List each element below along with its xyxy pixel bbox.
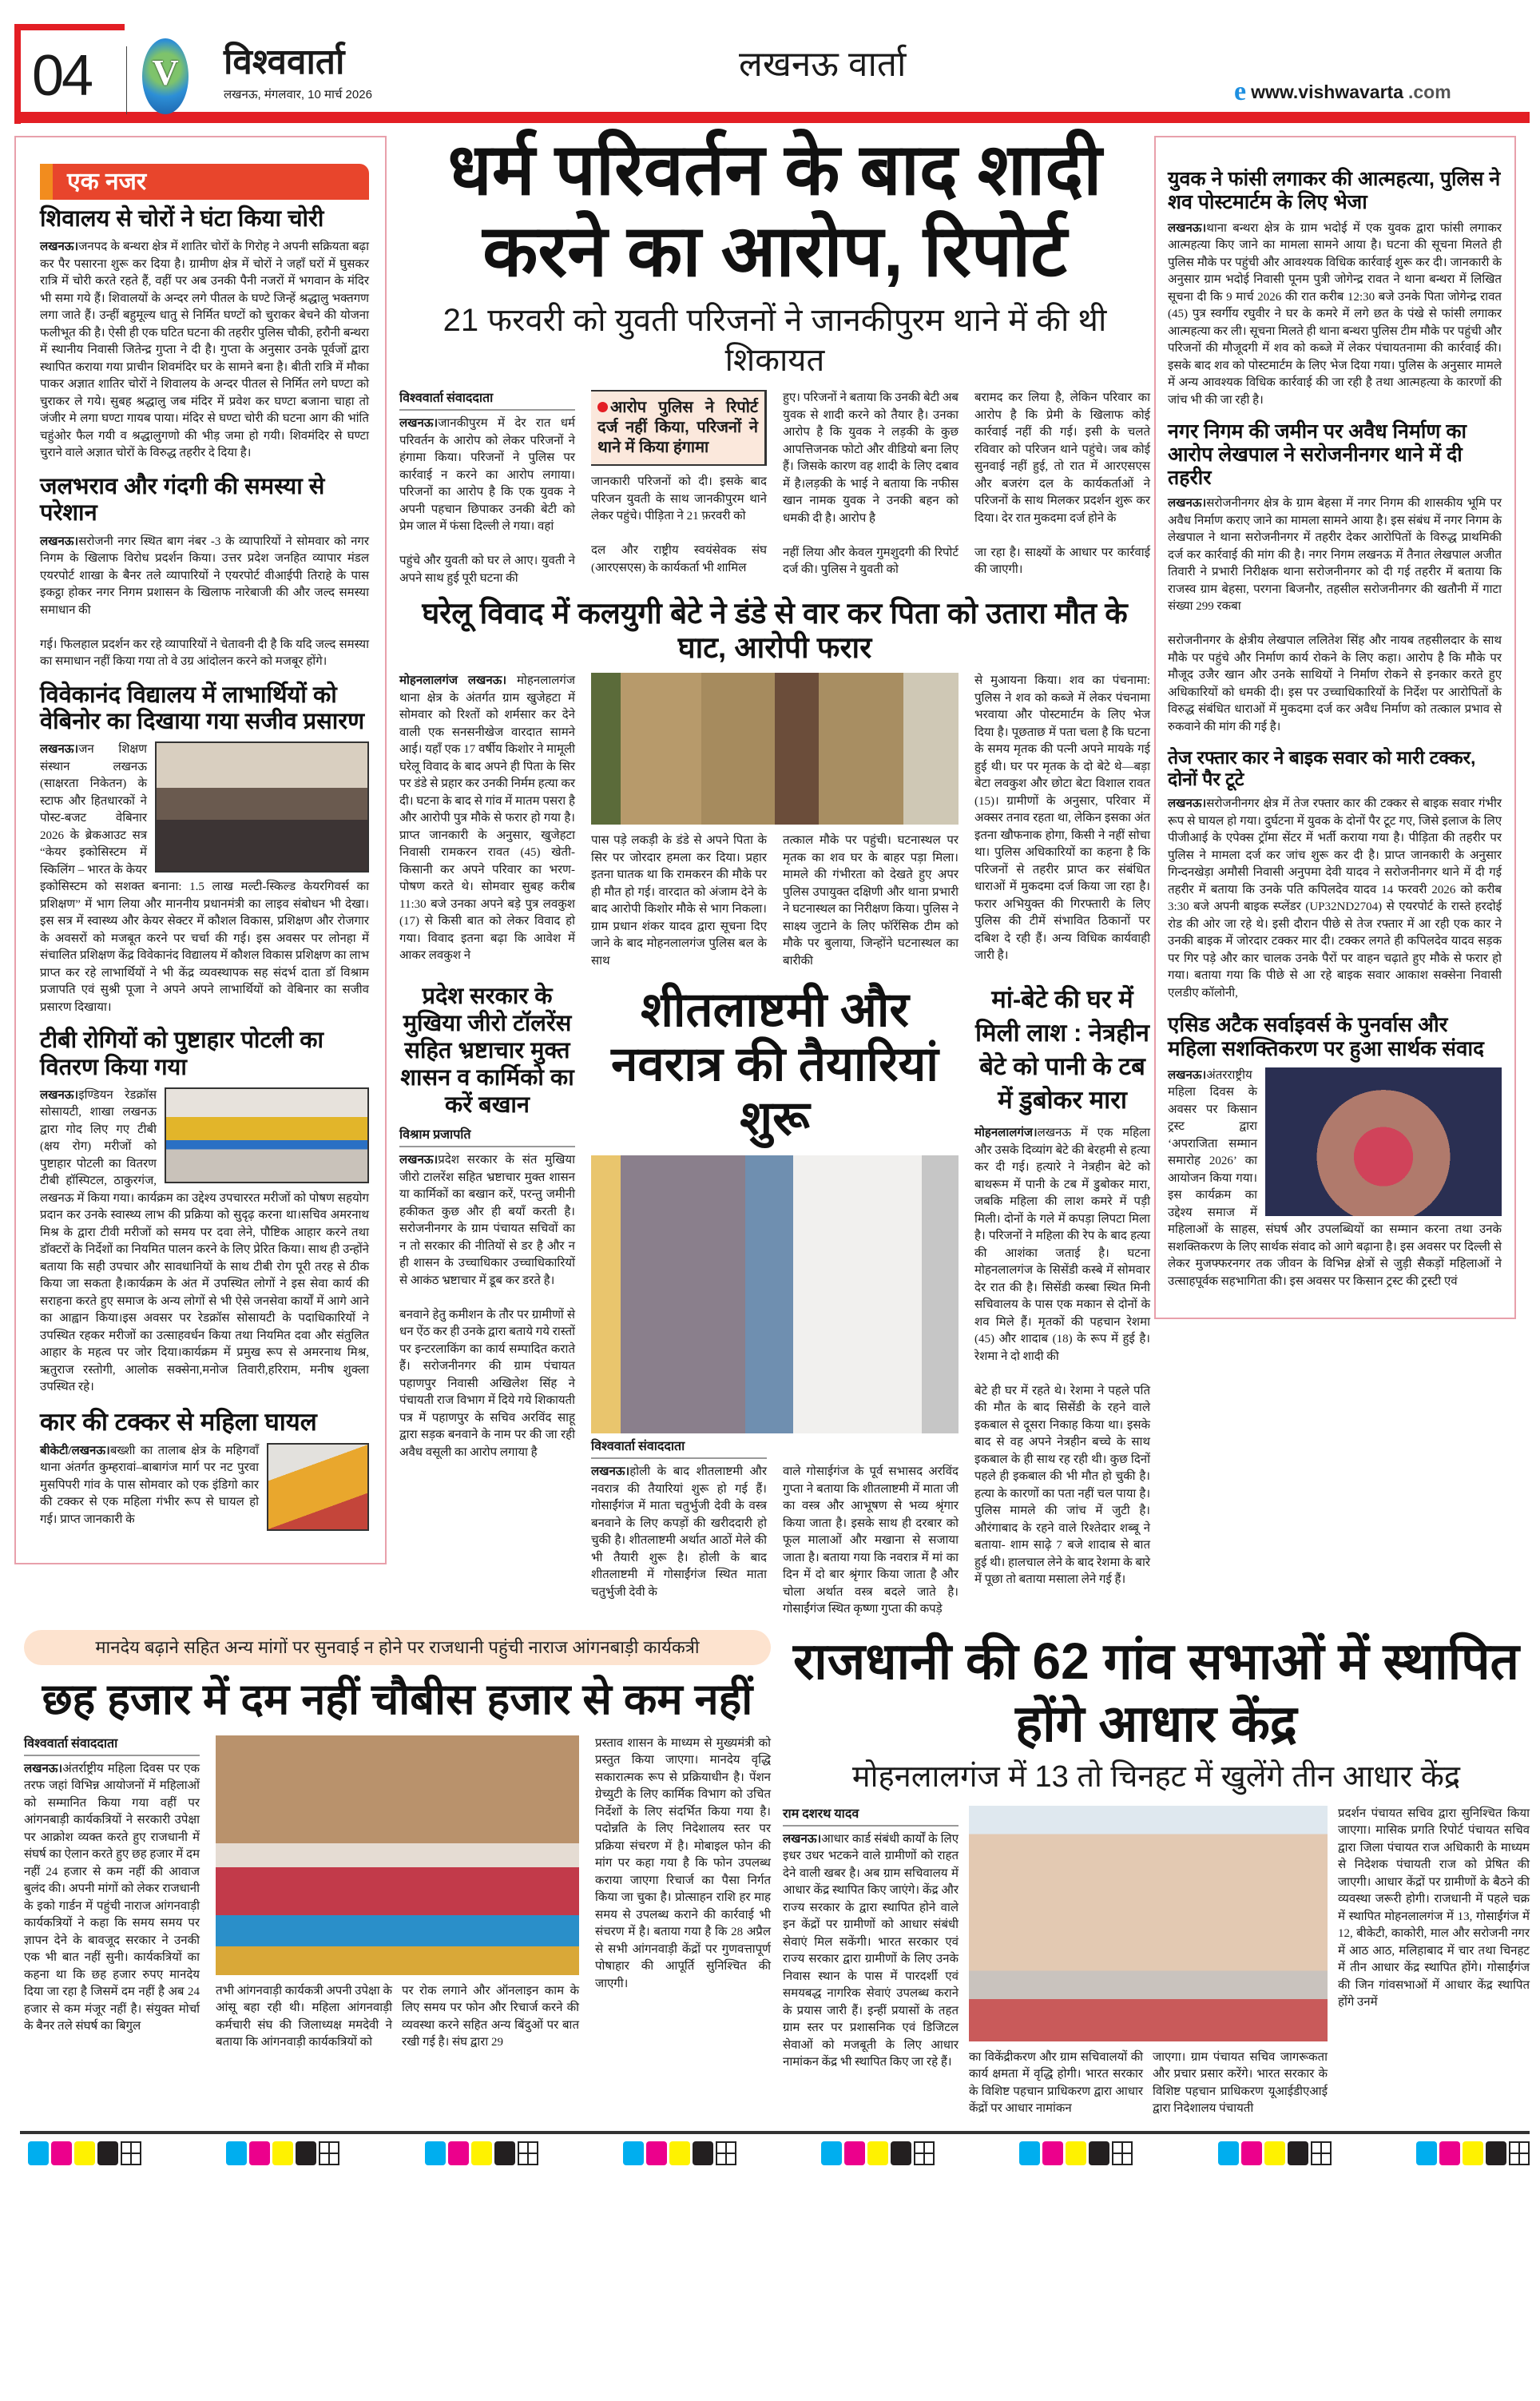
- body-text: जानकारी परिजनों को दी। इसके बाद परिजन युवती के साथ जानकीपुरम थाने लेकर पहुंचे। पीड़िता ने 21 फ़रवरी को: [591, 475, 767, 523]
- article-column-wrap: [24, 1735, 200, 2052]
- registration-marks: [28, 2141, 1530, 2165]
- body-text: होली के बाद शीतलाष्टमी और नवरात्र की तैयारियां शुरू हो गई हैं। गोसाईंगंज में माता चतुर्भुजी देवी के वस्त्र बनवाने के लिए कपड़ों की खरीददारी हो चुकी है। शीतलाष्टमी अर्थात आठों मेले की भी तैयारी शुरू है। होली के बाद शीतलाष्टमी में गोसाईंगंज स्थित माता चतुर्भुजी देवी के: [591, 1465, 767, 1599]
- article-body: [40, 741, 369, 1016]
- body-text-end: जा रहा है। साक्ष्यों के आधार पर कार्रवाई की जाएगी।: [974, 546, 1150, 576]
- color-swatch: [471, 2141, 492, 2165]
- color-swatch: [1066, 2141, 1086, 2165]
- article-column: पास पड़े लकड़ी के डंडे से अपने पिता के सिर पर जोरदार हमला कर दिया। प्रहार इतना घातक था कि रामकरन की मौके पर ही मौत हो गई। वारदात को अंजाम देने के बाद आरोपी किशोर मौके से भाग निकला। ग्राम प्रधान शंकर यादव द्वारा सूचना दिए जाने के बाद मोहनलालगंज पुलिस बल के साथ: [591, 834, 767, 968]
- article-headline: कार की टक्कर से महिला घायल: [40, 1407, 317, 1436]
- police-at-scene-photo: [591, 673, 959, 825]
- shop-photo: [591, 1155, 959, 1433]
- body-text: सरोजनीनगर क्षेत्र में तेज रफ्तार कार की टक्कर से बाइक सवार गंभीर रूप से घायल हो गया। दुर्घटना में युवक के दोनों पैर टूट गए, जिसे इलाज के लिए पीजीआई के एपेक्स ट्रॉमा सेंटर में भर्ती कराया गया है। पीड़िता की तहरीर पर पुलिस ने मामला दर्ज कर जांच शुरू कर दी है। प्राप्त जानकारी के अनुसार गिन्दनखेड़ा अमौसी निवासी अनुपमा देवी यादव ने सरोजनीनगर थाने में दी गई तहरीर में बताया कि उनके पति कपिलदेव यादव 14 फरवरी 2026 को करीब 3:30 बजे अपनी बाइक स्प्लेंडर (UP32ND2704) से एयरपोर्ट के रास्ते हरदोई रोड की ओर जा रहे थे। इसी दौरान पीछे से तेज रफ्तार में आ रही एक कार ने उनकी बाइक में जोरदार टक्कर मार दी। टक्कर लगते ही कपिलदेव यादव सड़क पर गिर पड़े और कार चालक उनके पैरों पर वाहन चढ़ाते हुए मौके से फरार हो गया। बताया गया कि पीछे से आ रहे बाइक सवार आकाश सक्सेना निवासी एलडीए कॉलोनी,: [1168, 797, 1502, 1000]
- article-column: [974, 1125, 1150, 1589]
- body-text: मोहनलालगंज थाना क्षेत्र के अंतर्गत ग्राम खुजेहटा में सोमवार को रिश्तों को शर्मसार कर देने वाली एक सनसनीखेज वारदात सामने आई। यहाँ एक 17 वर्षीय किशोर ने मामूली घरेलू विवाद के बाद अपने ही पिता के सिर पर डंडे से प्रहार कर उनकी निर्मम हत्या कर दी। घटना के बाद से गांव में मातम पसरा है और आरोपी पुत्र मौके से फरार हो गया है। प्राप्त जानकारी के अनुसार, खुजेहटा निवासी रामकरन रावत (45) खेती-किसानी कर अपने परिवार का भरण-पोषण करते थे। सोमवार सुबह करीब 11:30 बजे उनका अपने बड़े पुत्र लवकुश (17) से किसी बात को लेकर विवाद हो गया। विवाद इतना बढ़ा कि आवेश में आकर लवकुश ने: [399, 674, 575, 963]
- article-headline: एसिड अटैक सर्वाइवर्स के पुनर्वास और महिला सशक्तिकरण पर हुआ सार्थक संवाद: [1168, 1012, 1484, 1061]
- color-registration-group: [821, 2141, 935, 2165]
- body-text: अंतरराष्ट्रीय महिला दिवस के अवसर पर किसान ट्रस्ट द्वारा ‘अपराजिता सम्मान समारोह 2026’ का आयोजन किया गया। इस कार्यक्रम का उद्देश्य समाज में महिलाओं के साहस, संघर्ष और उपलब्धियों का सम्मान करना तथा उनके सशक्तिकरण के लिए सार्थक संवाद को आगे बढ़ाना है। इस अवसर पर दिल्ली से लेकर मुजफ्फरनगर तक जीवन के विभिन्न क्षेत्रों से जुड़ी सैकड़ों महिलाओं ने उत्साहपूर्वक सहभागिता की। इस अवसर पर किसान ट्रस्ट की ट्रस्टी एवं: [1168, 1068, 1502, 1288]
- article-column: जाएगा। ग्राम पंचायत सचिव जागरूकता और प्रचार प्रसार करेंगे। भारत सरकार के विशिष्ट पहचान प्राधिकरण यूआईडीएआई द्वारा निदेशालय पंचायती: [1153, 2050, 1328, 2116]
- color-swatch: [623, 2141, 644, 2165]
- crosshair-mark-icon: [716, 2141, 736, 2165]
- left-column-box: [14, 136, 387, 1564]
- body-text: आधार कार्ड संबंधी कार्यों के लिए इधर उधर भटकने वाले ग्रामीणों को राहत देने वाली खबर है। अब ग्राम सचिवालय में आधार केंद्र स्थापित किए जाएंगे। केंद्र और राज्य सरकार के द्वारा स्थापित होने वाले इन केंद्रों पर ग्रामीणों को आधार संबंधी सेवाएं मिल सकेंगी। भारत सरकार एवं राज्य सरकार द्वारा ग्रामीणों के लिए उनके निवास स्थान के पास में पारदर्शी एवं समयबद्ध नागरिक सेवाएं उपलब्ध कराने के प्रयास जारी हैं। इन्हीं प्रयासों के तहत ग्राम स्तर पर प्रशासनिक एवं डिजिटल सेवाओं को मजबूती के लिए आधार नामांकन केंद्र भी स्थापित किए जा रहे हैं।: [783, 1832, 959, 2069]
- anganwadi-workers-photo: [216, 1735, 579, 1975]
- article-body: [1168, 796, 1502, 1002]
- article-body: [1168, 495, 1502, 736]
- page-number: 04: [32, 44, 92, 108]
- aadhaar-story: [783, 1630, 1530, 2118]
- crosshair-mark-icon: [518, 2141, 538, 2165]
- article-body: [1168, 1067, 1502, 1291]
- lower-stories: [399, 983, 1150, 1619]
- upper-section: [0, 130, 1540, 1619]
- article-column: प्रस्ताव शासन के माध्यम से मुख्यमंत्री को प्रस्तुत किया जाएगा। मानदेय वृद्धि सकारात्मक रूप से प्रक्रियाधीन है। पेंशन ग्रेच्युटी के लिए कार्मिक विभाग को उचित निर्देशों के लिए संदर्भित किया गया है। पदोन्नति के लिए निदेशालय स्तर पर प्रक्रिया संचरण में है। मोबाइल फोन की मांग पर कहा गया है कि फोन उपलब्ध कराया जाएगा रिचार्ज का पैसा निर्गत किया जा चुका है। प्रोत्साहन राशि हर माह समय से उपलब्ध कराने की कार्रवाई भी संचरण में है। बताया गया है कि 28 अप्रैल से सभी आंगनवाड़ी केंद्रों पर गुणवत्तापूर्ण पोषाहार की आपूर्ति सुनिश्चित की जाएगी।: [595, 1736, 771, 1990]
- article-column: तभी आंगनवाड़ी कार्यकत्री अपनी उपेक्षा के आंसू बहा रही थी। महिला आंगनवाड़ी कर्मचारी संघ की जिलाध्यक्ष ममदेवी ने बताया कि आंगनवाड़ी कार्यकत्रियों को: [216, 1984, 392, 2049]
- website-tld: .com: [1408, 81, 1451, 102]
- article-column: [399, 1152, 575, 1461]
- article-headline: जलभराव और गंदगी की समस्या से परेशान: [40, 473, 325, 527]
- article-column: [24, 1761, 200, 2036]
- article-body: [40, 1443, 369, 1536]
- pull-quote-box: [591, 390, 767, 466]
- body-text: जनपद के बन्थरा क्षेत्र में शातिर चोरों के गिरोह ने अपनी सक्रियता बढ़ा कर पैर पसारना शुरू कर दिया है। ग्रामीण क्षेत्र में चोरों ने जहाँ घरों में घुसकर रात्रि में चोरी करते रहते हैं, वहीं पर अब उनकी पैनी नजरों में भगवान के मंदिर भी समा गये हैं। शिवालयों के अन्दर लगे पीतल के घण्टे जिन्हें श्रद्धालु भक्तगण लगा जाते हैं। उन्हीं बहुमूल्य धातु से निर्मित घण्टों को चुराकर बेचने की योजना फलीभूत की है। ऐसी ही एक घटित घटना की तहरीर पुलिस चौकी, हरौनी बन्थरा में स्थानीय निवासी जितेन्द्र गुप्ता ने दी है। गुप्ता के अनुसार उनके पूर्वजों द्वारा स्थापित कराया गया प्राचीन शिवमंदिर घर के सामने बना है। बीती रात्रि में मौका पाकर अज्ञात शातिर चोरों ने शिवालय के अन्दर पीतल से निर्मित लगे घण्टा को चुराकर ले गये। सुबह श्रद्धालु जब मंदिर में प्रवेश कर घण्टा बजाना चाहा तो जंजीर मे लगा घण्टा गायब पाया। मंदिर से घण्टा चोरी की घटना आग की भांति चहुंओर फैल गयी व श्रद्धालुगणो की भीड़ जमा हो गयी। शिवमंदिर से घण्टा चुराने वाले अज्ञात चोरों के विरुद्ध तहरीर दे दिया है।: [40, 240, 369, 460]
- byline: विश्ववार्ता संवाददाता: [591, 1438, 767, 1459]
- color-swatch: [646, 2141, 667, 2165]
- article: [40, 1028, 369, 1397]
- color-swatch: [249, 2141, 270, 2165]
- lead-headline: [399, 129, 1150, 292]
- color-swatch: [74, 2141, 95, 2165]
- body-text-end: नहीं लिया और केवल गुमशुदगी की रिपोर्ट दर्ज की। पुलिस ने युवती को: [783, 546, 959, 576]
- color-swatch: [51, 2141, 72, 2165]
- article-column: से मुआयना किया। शव का पंचनामा: पुलिस ने शव को कब्जे में लेकर पंचनामा भरवाया और पोस्टमार्टम के लिए भेज दिया है। पूछताछ में पता चला है कि घटना के समय मृतक की पत्नी अपने मायके गई हुई थी। घर पर मृतक के दो बेटे थे—बड़ा बेटा लवकुश और छोटा बेटा विशाल रावत (15)। ग्रामीणों के अनुसार, परिवार में अक्सर तनाव रहता था, लेकिन इसका अंत इतना खौफनाक होगा, किसी ने नहीं सोचा था। पुलिस अधिकारियों का कहना है कि परिजनों से तहरीर प्राप्त कर संबंधित धाराओं में मुकदमा दर्ज किया जा रहा है। फरार अभियुक्त की गिरफ्तारी के लिए पुलिस की टीमें संभावित ठिकानों पर दबिश दे रही हैं। अन्य विधिक कार्यवाही जारी है।: [974, 674, 1150, 963]
- article: [1168, 1013, 1502, 1290]
- website-domain: www.vishwavarta: [1251, 81, 1403, 102]
- color-swatch: [28, 2141, 49, 2165]
- color-swatch: [1042, 2141, 1063, 2165]
- article-column: [783, 1831, 959, 2072]
- dateline: लखनऊ।: [399, 1154, 439, 1167]
- article-headline: तेज रफ्तार कार ने बाइक सवार को मारी टक्कर, दोनों पैर टूटे: [1168, 747, 1476, 789]
- dateline: बीकेटी/लखनऊ।: [40, 1444, 110, 1457]
- body-text: लखनऊ में एक महिला और उसके दिव्यांग बेटे की बेरहमी से हत्या कर दी गई। हत्यारे ने नेत्रहीन बेटे को बाथरूम में पानी के टब में डुबोकर मारा, जबकि महिला की लाश कमरे में पड़ी मिली। दोनों के गले में कपड़ा लिपटा मिला है। परिजनों ने महिला की रेप के बाद हत्या की आशंका जताई है। घटना मोहनलालगंज के सिसेंडी कस्बे में सोमवार देर रात की है। सिसेंडी कस्बा स्थित मिनी सचिवालय के पास एक मकान से दोनों के शव मिले हैं। मृतकों की पहचान रेशमा (45) और शादाब (18) के रूप में हुई है। रेशमा ने दो शादी की: [974, 1127, 1150, 1363]
- kicker-pill: मानदेय बढ़ाने सहित अन्य मांगों पर सुनवाई न होने पर राजधानी पहुंची नाराज आंगनबाड़ी कार्यकत्री: [24, 1630, 771, 1665]
- body-text: बरामद कर लिया है, लेकिन परिवार का आरोप है कि प्रेमी के खिलाफ कोई कार्रवाई नहीं की गई। इसी के चलते रविवार को परिजन थाने पहुंचे। जब कोई सुनवाई नहीं हुई, तो रात में आरएसएस और बजरंग दल के कार्यकर्ताओं ने परिजनों के साथ मिलकर प्रदर्शन शुरू कर दिया। देर रात मुकदमा दर्ज होने के: [974, 392, 1150, 525]
- article-column: पर रोक लगाने और ऑनलाइन काम के लिए समय पर फोन और रिचार्ज करने की व्यवस्था करने सहित अन्य बिंदुओं पर बात रखी गई है। संघ द्वारा 29: [402, 1984, 579, 2049]
- article: [40, 682, 369, 1017]
- article-headline: विवेकानंद विद्यालय में लाभार्थियों को वेबिनोर का दिखाया गया सजीव प्रसारण: [40, 682, 365, 734]
- body-text: अंतर्राष्ट्रीय महिला दिवस पर एक तरफ जहां विभिन्न आयोजनों में महिलाओं को सम्मानित किया गया वहीं पर आंगनबाड़ी कार्यकत्रियों ने सरकारी उपेक्षा पर आक्रोश व्यक्त करते हुए राजधानी में संघर्ष का ऐलान करते हुए छह हजार में दम नहीं 24 हजार से कम नहीं की आवाज बुलंद की। अपनी मांगों को लेकर राजधानी के इको गार्डन में पहुंची नाराज आंगनवाड़ी कार्यकत्रियों ने कहा कि समय समय पर ज्ञापन देने के बावजूद सरकार ने उनकी एक भी बात नहीं सुनी। कार्यकत्रियों का कहना था कि छह हजार रुपए मानदेय दिया जा रहा है जिसमें दम नहीं है अब 24 हजार से कम मंजूर नहीं है। संयुक्त मोर्चा के बैनर तले संघर्ष का बिगुल: [24, 1762, 200, 2033]
- issue-date: लखनऊ, मंगलवार, 10 मार्च 2026: [224, 88, 372, 101]
- article: [1168, 747, 1502, 1002]
- crosshair-mark-icon: [319, 2141, 339, 2165]
- color-registration-group: [1416, 2141, 1530, 2165]
- dateline: लखनऊ।: [1168, 1068, 1207, 1082]
- dateline: लखनऊ।: [40, 240, 79, 254]
- color-swatch: [425, 2141, 446, 2165]
- injured-woman-photo: [267, 1443, 369, 1531]
- article-body: [1168, 221, 1502, 410]
- lead-column: [974, 390, 1150, 587]
- story-columns: [24, 1735, 771, 2052]
- article: [40, 206, 369, 463]
- color-swatch: [867, 2141, 888, 2165]
- webinar-photo: [155, 741, 369, 873]
- article-column-wrap: [783, 1806, 959, 2118]
- color-registration-group: [425, 2141, 538, 2165]
- color-swatch: [844, 2141, 865, 2165]
- article-subheadline: मोहनलालगंज में 13 तो चिनहट में खुलेंगे तीन आधार केंद्र: [851, 1759, 1461, 1794]
- sub-columns: [216, 1983, 579, 2052]
- color-swatch: [1264, 2141, 1285, 2165]
- color-swatch: [1019, 2141, 1040, 2165]
- color-registration-group: [28, 2141, 141, 2165]
- body-text-end: दल और राष्ट्रीय स्वयंसेवक संघ (आरएसएस) के कार्यकर्ता भी शामिल: [591, 544, 767, 574]
- story-columns: [591, 1464, 959, 1619]
- dateline: लखनऊ।: [1168, 497, 1207, 511]
- byline: राम दशरथ यादव: [783, 1806, 959, 1827]
- color-swatch: [891, 2141, 911, 2165]
- lead-column: [591, 390, 767, 587]
- article: [591, 983, 959, 1619]
- red-bullet-icon: [597, 402, 608, 412]
- globe-logo-icon: [142, 38, 189, 114]
- article-headline: नगर निगम की जमीन पर अवैध निर्माण का आरोप लेखपाल ने सरोजनीनगर थाने में दी तहरीर: [1168, 420, 1467, 489]
- section-title: लखनऊ वार्ता: [739, 45, 907, 84]
- crosshair-mark-icon: [121, 2141, 141, 2165]
- article-headline: मां-बेटे की घर में मिली लाश : नेत्रहीन बेटे को पानी के टब में डुबोकर मारा: [975, 985, 1149, 1115]
- body-text-end: सरोजनीनगर के क्षेत्रीय लेखपाल ललितेश सिंह और नायब तहसीलदार के साथ मौके पर पहुंचे और निर्माण कार्य रोकने के लिए कहा। आरोप है कि मौके पर मौजूद उजैर खान और उनके साथियों ने निर्माण रोकने से इनकार करते हुए अधिकारियों को धमकी दी। इस पर उच्चाधिकारियों के निर्देश पर आरोपितों के विरुद्ध संबंधित धाराओं में मुकदमा दर्ज कर अवैध निर्माण को तत्काल प्रभाव से रुकवाने की मांग की गई है।: [1168, 634, 1502, 733]
- dateline: मोहनलालगंज लखनऊ।: [399, 674, 507, 688]
- sub-columns: [969, 2049, 1328, 2118]
- crosshair-mark-icon: [1112, 2141, 1133, 2165]
- footer: [20, 2131, 1530, 2165]
- dateline: लखनऊ।: [1168, 797, 1207, 811]
- bottom-section: [0, 1630, 1540, 2118]
- color-swatch: [97, 2141, 118, 2165]
- body-text: सरोजनी नगर स्थित बाग नंबर -3 के व्यापारियों ने सोमवार को नगर निगम के खिलाफ विरोध प्रदर्शन किया। उत्तर प्रदेश जनहित व्यापार मंडल एयरपोर्ट शाखा के बैनर तले व्यापारियों ने एयरपोर्ट वीआईपी तिराहे के पास इकट्ठा होकर नगर निगम प्रशासन के खिलाफ नारेबाजी की और जल्द समस्या समाधान की: [40, 535, 369, 617]
- lead-story-columns: [399, 390, 1150, 587]
- website-link[interactable]: [1234, 77, 1451, 106]
- anganwadi-story: [24, 1630, 771, 2052]
- article-body: [40, 239, 369, 463]
- article-column: का विकेंद्रीकरण और ग्राम सचिवालयों की कार्य क्षमता में वृद्धि होगी। भारत सरकार के विशिष्ट पहचान प्राधिकरण द्वारा आधार केंद्रों पर आधार नामांकन: [969, 2050, 1143, 2116]
- color-swatch: [226, 2141, 247, 2165]
- byline: विश्ववार्ता संवाददाता: [24, 1735, 200, 1756]
- color-swatch: [1089, 2141, 1109, 2165]
- color-swatch: [1486, 2141, 1506, 2165]
- dateline: लखनऊ।: [40, 743, 79, 757]
- article-headline: प्रदेश सरकार के मुखिया जीरो टॉलरेंस सहित भ्रष्टाचार मुक्त शासन व कार्मिको का करें बखान: [400, 984, 574, 1119]
- color-swatch: [296, 2141, 316, 2165]
- dateline: मोहनलालगंज।: [974, 1127, 1038, 1140]
- logo-letter: V: [152, 52, 179, 93]
- color-swatch: [1439, 2141, 1460, 2165]
- body-text: जानकीपुरम में देर रात धर्म परिवर्तन के आरोप को लेकर परिजनों ने हंगामा किया। परिजनों ने पुलिस पर कार्रवाई न करने का आरोप लगाया। परिजनों का आरोप है कि एक युवक ने अपनी पहचान छिपाकर उनकी बेटी को प्रेम जाल में फंसा दिल्ली ले गया। वहां: [399, 417, 575, 533]
- article-column: [591, 1464, 767, 1619]
- article: [1168, 168, 1502, 409]
- lead-column: [399, 390, 575, 587]
- article-column: प्रदर्शन पंचायत सचिव द्वारा सुनिश्चित किया जाएगा। मासिक प्रगति रिपोर्ट पंचायत सचिव द्वारा जिला पंचायत राज अधिकारी के माध्यम से निदेशक पंचायती राज को प्रेषित की जाएगी। आधार केंद्रों पर ग्रामीणों के बैठने की व्यवस्था जरूरी होगी। राजधानी में पहले चक्र में स्थापित मोहनलालगंज में 13, गोसाईंगंज में 12, बीकेटी, काकोरी, माल और सरोजनी नगर में आठ आठ, मलिहाबाद में चार तथा चिनहट में तीन आधार केंद्र स्थापित होंगे। गोसाईंगंज की जिन गांवसभाओं में आधार केंद्र स्थापित होंगे उनमें: [1338, 1807, 1530, 2009]
- lead-column: [783, 390, 959, 587]
- color-swatch: [693, 2141, 713, 2165]
- distribution-photo: [165, 1087, 369, 1183]
- award-ceremony-photo: [1265, 1067, 1502, 1216]
- body-text: हुए। परिजनों ने बताया कि उनकी बेटी अब युवक से शादी करने को तैयार है। उनका आरोप है कि युवक ने लड़की के कुछ आपत्तिजनक फोटो और वीडियो बना लिए हैं। जिसके कारण वह शादी के लिए दबाव में है।लड़की के भाई ने बताया कि नफीस खान नामक युवक ने उनकी बहन को धमकी दी है। आरोप है: [783, 392, 959, 525]
- dateline: लखनऊ।: [40, 1088, 79, 1102]
- color-swatch: [448, 2141, 469, 2165]
- article-column: तत्काल मौके पर पहुंची। घटनास्थल पर मृतक का शव घर के बाहर पड़ा मिला। मामले की गंभीरता को देखते हुए अपर पुलिस उपायुक्त दक्षिणी और थाना प्रभारी ने घटनास्थल का निरीक्षण किया। पुलिस ने साक्ष्य जुटाने के लिए फॉरेंसिक टीम को मौके पर बुलाया, जिन्होंने घटनास्थल का बारीकी: [783, 834, 959, 968]
- story-columns: [399, 673, 1150, 970]
- photo-block: [216, 1735, 579, 2052]
- article: [40, 1408, 369, 1536]
- color-swatch: [494, 2141, 515, 2165]
- body-text: बख्शी का तालाब क्षेत्र के महिगवाँ थाना अंतर्गत कुम्हरावां–बाबागंज मार्ग पर नट पुरवा मुसपिपरी गांव के पास सोमवार को एक इंडिगो कार की टक्कर से एक महिला गंभीर रूप से घायल हो गई। प्राप्त जानकारी के: [40, 1444, 259, 1526]
- body-text-end: बेटे ही घर में रहते थे। रेशमा ने पहले पति की मौत के बाद सिसेंडी के रहने वाले इकबाल से दूसरा निकाह किया था। इसके बाद से वह अपने नेत्रहीन बच्चे के साथ इकबाल के ही साथ रह रही थी। कुछ दिनों पहले ही इकबाल की भी मौत हो चुकी है। हत्या के कारणों का पता नहीं चल पाया है। पुलिस मामले की जांच में जुटी है। औरंगाबाद के रहने वाले रिश्तेदार शब्बू ने बताया- शाम साढ़े 7 बजे शादाब से बात हुई थी। हालचाल लेने के बाद रेशमा के बारे में पूछा तो बताया मसाला लेने गई हैं।: [974, 1384, 1150, 1587]
- browser-e-icon: e: [1234, 77, 1247, 106]
- body-text: इण्डियन रेडक्रॉस सोसायटी, शाखा लखनऊ द्वारा गोद लिए गए टीबी (क्षय रोग) मरीजों को पुष्टाहार पोटली का वितरण टीबी हॉस्पिटल, ठाकुरगंज, लखनऊ में किया गया। कार्यक्रम का उद्देश्य उपचाररत मरीजों को पोषण सहयोग प्रदान कर उनके स्वास्थ्य लाभ की प्रक्रिया को सुदृढ़ करना था।सचिव अमरनाथ मिश्र के द्वारा टीवी मरीजों को समय पर दवा लेने, पौष्टिक आहार करने तथा डॉक्टरों के निर्देशों का नियमित पालन करने के लिए प्रेरित किया। साथ ही उन्होंने बताया कि सही उपचार और सावधानियों के साथ टीबी रोग पूरी तरह से ठीक किया जा सकता है।कार्यक्रम के अंत में उपस्थित लोगों ने इस सेवा कार्य की सराहना करते हुए समाज के अन्य लोगों से भी ऐसे जनसेवा कार्यों में आगे आने का आह्वान किया।इस अवसर पर रेडक्रॉस सोसायटी के पदाधिकारियों ने उपस्थित रहकर मरीजों का उत्साहवर्धन किया तथा नियमित दवा और संतुलित आहार के महत्व पर जोर दिया।कार्यक्रम में प्रमुख रूप से अमरनाथ मिश्र, ऋतुराज रस्तोगी, आलोक सक्सेना,मनोज तिवारी,हरिराम, मनीष शुक्ला उपस्थित रहे।: [40, 1088, 369, 1394]
- newspaper-title: विश्ववार्ता: [224, 42, 345, 81]
- aadhaar-center-photo: [969, 1806, 1328, 2041]
- color-registration-group: [226, 2141, 339, 2165]
- lead-headline-line: धर्म परिवर्तन के बाद शादी: [447, 130, 1102, 210]
- story-columns: [783, 1806, 1530, 2118]
- color-swatch: [1288, 2141, 1308, 2165]
- dateline: लखनऊ।: [1168, 221, 1207, 235]
- pull-quote-text: आरोप पुलिस ने रिपोर्ट दर्ज नहीं किया, परिजनों ने थाने में किया हंगामा: [597, 399, 758, 456]
- article-column: वाले गोसाईगंज के पूर्व सभासद अरविंद गुप्ता ने बताया कि शीतलाष्टमी में माता जी का वस्त्र और आभूषण से भव्य श्रृंगार किया जाता है। इसके साथ ही दरबार को फूल मालाओं और मखाना से सजाया जाता है। बताया गया कि नवरात्र में मां का दिन में दो बार श्रृंगार किया जाता है और चोला अर्थात वस्त्र बदले जाते है। गोसाईंगंज स्थित कृष्णा गुप्ता की कपड़े: [783, 1465, 959, 1616]
- byline: विश्राम प्रजापति: [399, 1127, 575, 1147]
- article-body: [40, 534, 369, 671]
- photo-block: [969, 1806, 1328, 2118]
- color-swatch: [821, 2141, 842, 2165]
- masthead-red-bar: [14, 112, 1530, 123]
- article-headline: घरेलू विवाद में कलयुगी बेटे ने डंडे से वार कर पिता को उतारा मौत के घाट, आरोपी फरार: [422, 597, 1128, 664]
- masthead: [0, 0, 1540, 128]
- dateline: लखनऊ।: [783, 1832, 822, 1846]
- article-headline: टीबी रोगियों को पुष्टाहार पोटली का वितरण किया गया: [40, 1028, 324, 1080]
- body-text: थाना बन्थरा क्षेत्र के ग्राम भदोई में एक युवक द्वारा फांसी लगाकर आत्महत्या किए जाने का मामला सामने आया है। घटना की सूचना मिलते ही पुलिस मौके पर पहुंची और आवश्यक विधिक कार्रवाई शुरू कर दी। जानकारी के अनुसार ग्राम भदोई निवासी पूनम पुत्री जोगेन्द्र रावत ने थाना बन्थरा में लिखित सूचना दी कि 9 मार्च 2026 की रात करीब 12:30 बजे उनके पिता जोगेन्द्र रावत (45) पुत्र स्वर्गीय रघुवीर ने घर के कमरे में लगे छत के पंखे से फांसी लगाकर आत्महत्या कर ली। सूचना मिलते ही थाना बन्थरा पुलिस टीम मौके पर पहुंची और परिजनों की मौजूदगी में शव को कब्जे में लेकर पंचायतनामा की कार्रवाई की। इसके बाद शव को पोस्टमार्टम के लिए भेज दिया गया। पुलिस के अनुसार मामले में अन्य आवश्यक विधिक कार्रवाई की जा रही है तथा आत्महत्या के कारणों की जांच भी की जा रही है।: [1168, 221, 1502, 407]
- crosshair-mark-icon: [1311, 2141, 1332, 2165]
- body-text-end: बनवाने हेतु कमीशन के तौर पर ग्रामीणों से धन ऐंठ कर ही उनके द्वारा बताये गये रास्तों पर इन्टरलाकिंग का कार्य सम्पादित कराते हैं। सरोजनीनगर की ग्राम पंचायत पहाणपुर निवासी अखिलेश सिंह ने पंचायती राज विभाग में दिये गये शिकायती पत्र में पहाणपुर के सचिव अरविंद साहू द्वारा सड़क बनवाने के नाम पर की जा रही अवैध वसूली का आरोप लगाया है: [399, 1308, 575, 1459]
- divider: [126, 46, 127, 114]
- color-registration-group: [1019, 2141, 1133, 2165]
- lead-subheadline: 21 फरवरी को युवती परिजनों ने जानकीपुरम थाने में की थी शिकायत: [443, 303, 1107, 378]
- right-column-box: [1154, 136, 1516, 1319]
- body-text-end: पहुंचे और युवती को घर ले आए। युवती ने अपने साथ हुई पूरी घटना की: [399, 555, 575, 585]
- article: [974, 983, 1150, 1619]
- body-text: प्रदेश सरकार के संत मुखिया जीरो टालरेंश सहित भ्रष्टाचार मुक्त शासन या कार्मिकों का बखान करें, परन्तु जमीनी हकीकत कुछ और ही बयाँ करती है। सरोजनीनगर के ग्राम पंचायत सचिवों का न तो सरकार की नीतियों से डर है और न ही शासन के उच्चाधिकार उच्चाधिकारियों से आकंठ भ्रष्टाचार में डूब कर डरते है।: [399, 1154, 575, 1287]
- color-swatch: [272, 2141, 293, 2165]
- article-body: [40, 1087, 369, 1397]
- footer-rule: [20, 2131, 1530, 2134]
- article-headline: छह हजार में दम नहीं चौबीस हजार से कम नहीं: [42, 1675, 753, 1723]
- body-text: सरोजनीनगर क्षेत्र के ग्राम बेहसा में नगर निगम की शासकीय भूमि पर अवैध निर्माण कराए जाने का मामला सामने आया है। इस संबंध में नगर निगम के लेखपाल ने थाना सरोजनीनगर में तहरीर देकर आरोपितों के विरुद्ध प्राथमिकी दर्ज कर कार्रवाई की मांग की है। नगर निगम लखनऊ में तैनात लेखपाल अजीत तिवारी ने प्रभारी निरीक्षक थाना सरोजनीनगर को दी गई तहरीर में बताया कि राजस्व ग्राम बेहसा, परगना बिजनौर, तहसील सरोजनीनगर की खतौनी में गाटा संख्या 299 रकबा: [1168, 497, 1502, 614]
- article: [399, 983, 575, 1619]
- byline: विश्ववार्ता संवाददाता: [399, 390, 575, 411]
- body-text-end: गई। फिलहाल प्रदर्शन कर रहे व्यापारियों ने चेतावनी दी है कि यदि जल्द समस्या का समाधान नहीं किया गया तो वे उग्र आंदोलन करने को मजबूर होंगे।: [40, 638, 369, 669]
- article: [1168, 420, 1502, 736]
- article: [40, 474, 369, 671]
- dateline: लखनऊ।: [24, 1762, 63, 1775]
- color-swatch: [1416, 2141, 1437, 2165]
- color-swatch: [1463, 2141, 1483, 2165]
- color-swatch: [1218, 2141, 1239, 2165]
- article-headline: शिवालय से चोरों ने घंटा किया चोरी: [40, 206, 324, 232]
- article-headline: राजधानी की 62 गांव सभाओं में स्थापित होंगे आधार केंद्र: [792, 1632, 1520, 1752]
- body-text: जन शिक्षण संस्थान लखनऊ (साक्षरता निकेतन) के स्टाफ और हितधारकों ने पोस्ट-बजट वेबिनार 2026 के ब्रेकआउट सत्र “केयर इकोसिस्टम में स्किलिंग – भारत के केयर इकोसिस्टम को सशक्त बनाना: 1.5 लाख मल्टी-स्किल्ड केयरगिवर्स का प्रशिक्षण” में भाग लिया और माननीय प्रधानमंत्री का लाइव संबोधन भी देखा। इस सत्र में स्वास्थ्य और केयर सेक्टर में कौशल विकास, प्रशिक्षण और रोजगार के अवसरों को मजबूत करने पर चर्चा की गई। इस अवसर पर लोनहा में संचालित प्रशिक्षण केंद्र विवेकानंद विद्यालय में कौशल विकास प्रशिक्षण का लाभ प्राप्त कर रहे लाभार्थियों ने भी केंद्र व्यवस्थापक सह संदर्भ दाता डॉ विश्राम प्रजापति एवं सुश्री पूजा ने अपने अपने लाभार्थियों को वेबिनार का सजीव प्रसारण दिखाया।: [40, 743, 369, 1014]
- dateline: लखनऊ।: [399, 417, 439, 430]
- byline-wrap: [591, 1438, 767, 1459]
- article-headline: शीतलाष्टमी और नवरात्र की तैयारियां शुरू: [611, 983, 939, 1146]
- crosshair-mark-icon: [914, 2141, 935, 2165]
- crosshair-mark-icon: [1509, 2141, 1530, 2165]
- dateline: लखनऊ।: [591, 1465, 630, 1479]
- color-registration-group: [623, 2141, 736, 2165]
- color-registration-group: [1218, 2141, 1332, 2165]
- middle-column: [399, 130, 1150, 1619]
- lead-headline-line: करने का आरोप, रिपोर्ट: [482, 212, 1067, 292]
- color-swatch: [1241, 2141, 1262, 2165]
- dateline: लखनऊ।: [40, 535, 79, 548]
- ek-nazar-banner: एक नजर: [40, 164, 369, 200]
- color-swatch: [669, 2141, 690, 2165]
- article-headline: युवक ने फांसी लगाकर की आत्महत्या, पुलिस ने शव पोस्टमार्टम के लिए भेजा: [1168, 168, 1501, 213]
- article-column: [399, 673, 575, 970]
